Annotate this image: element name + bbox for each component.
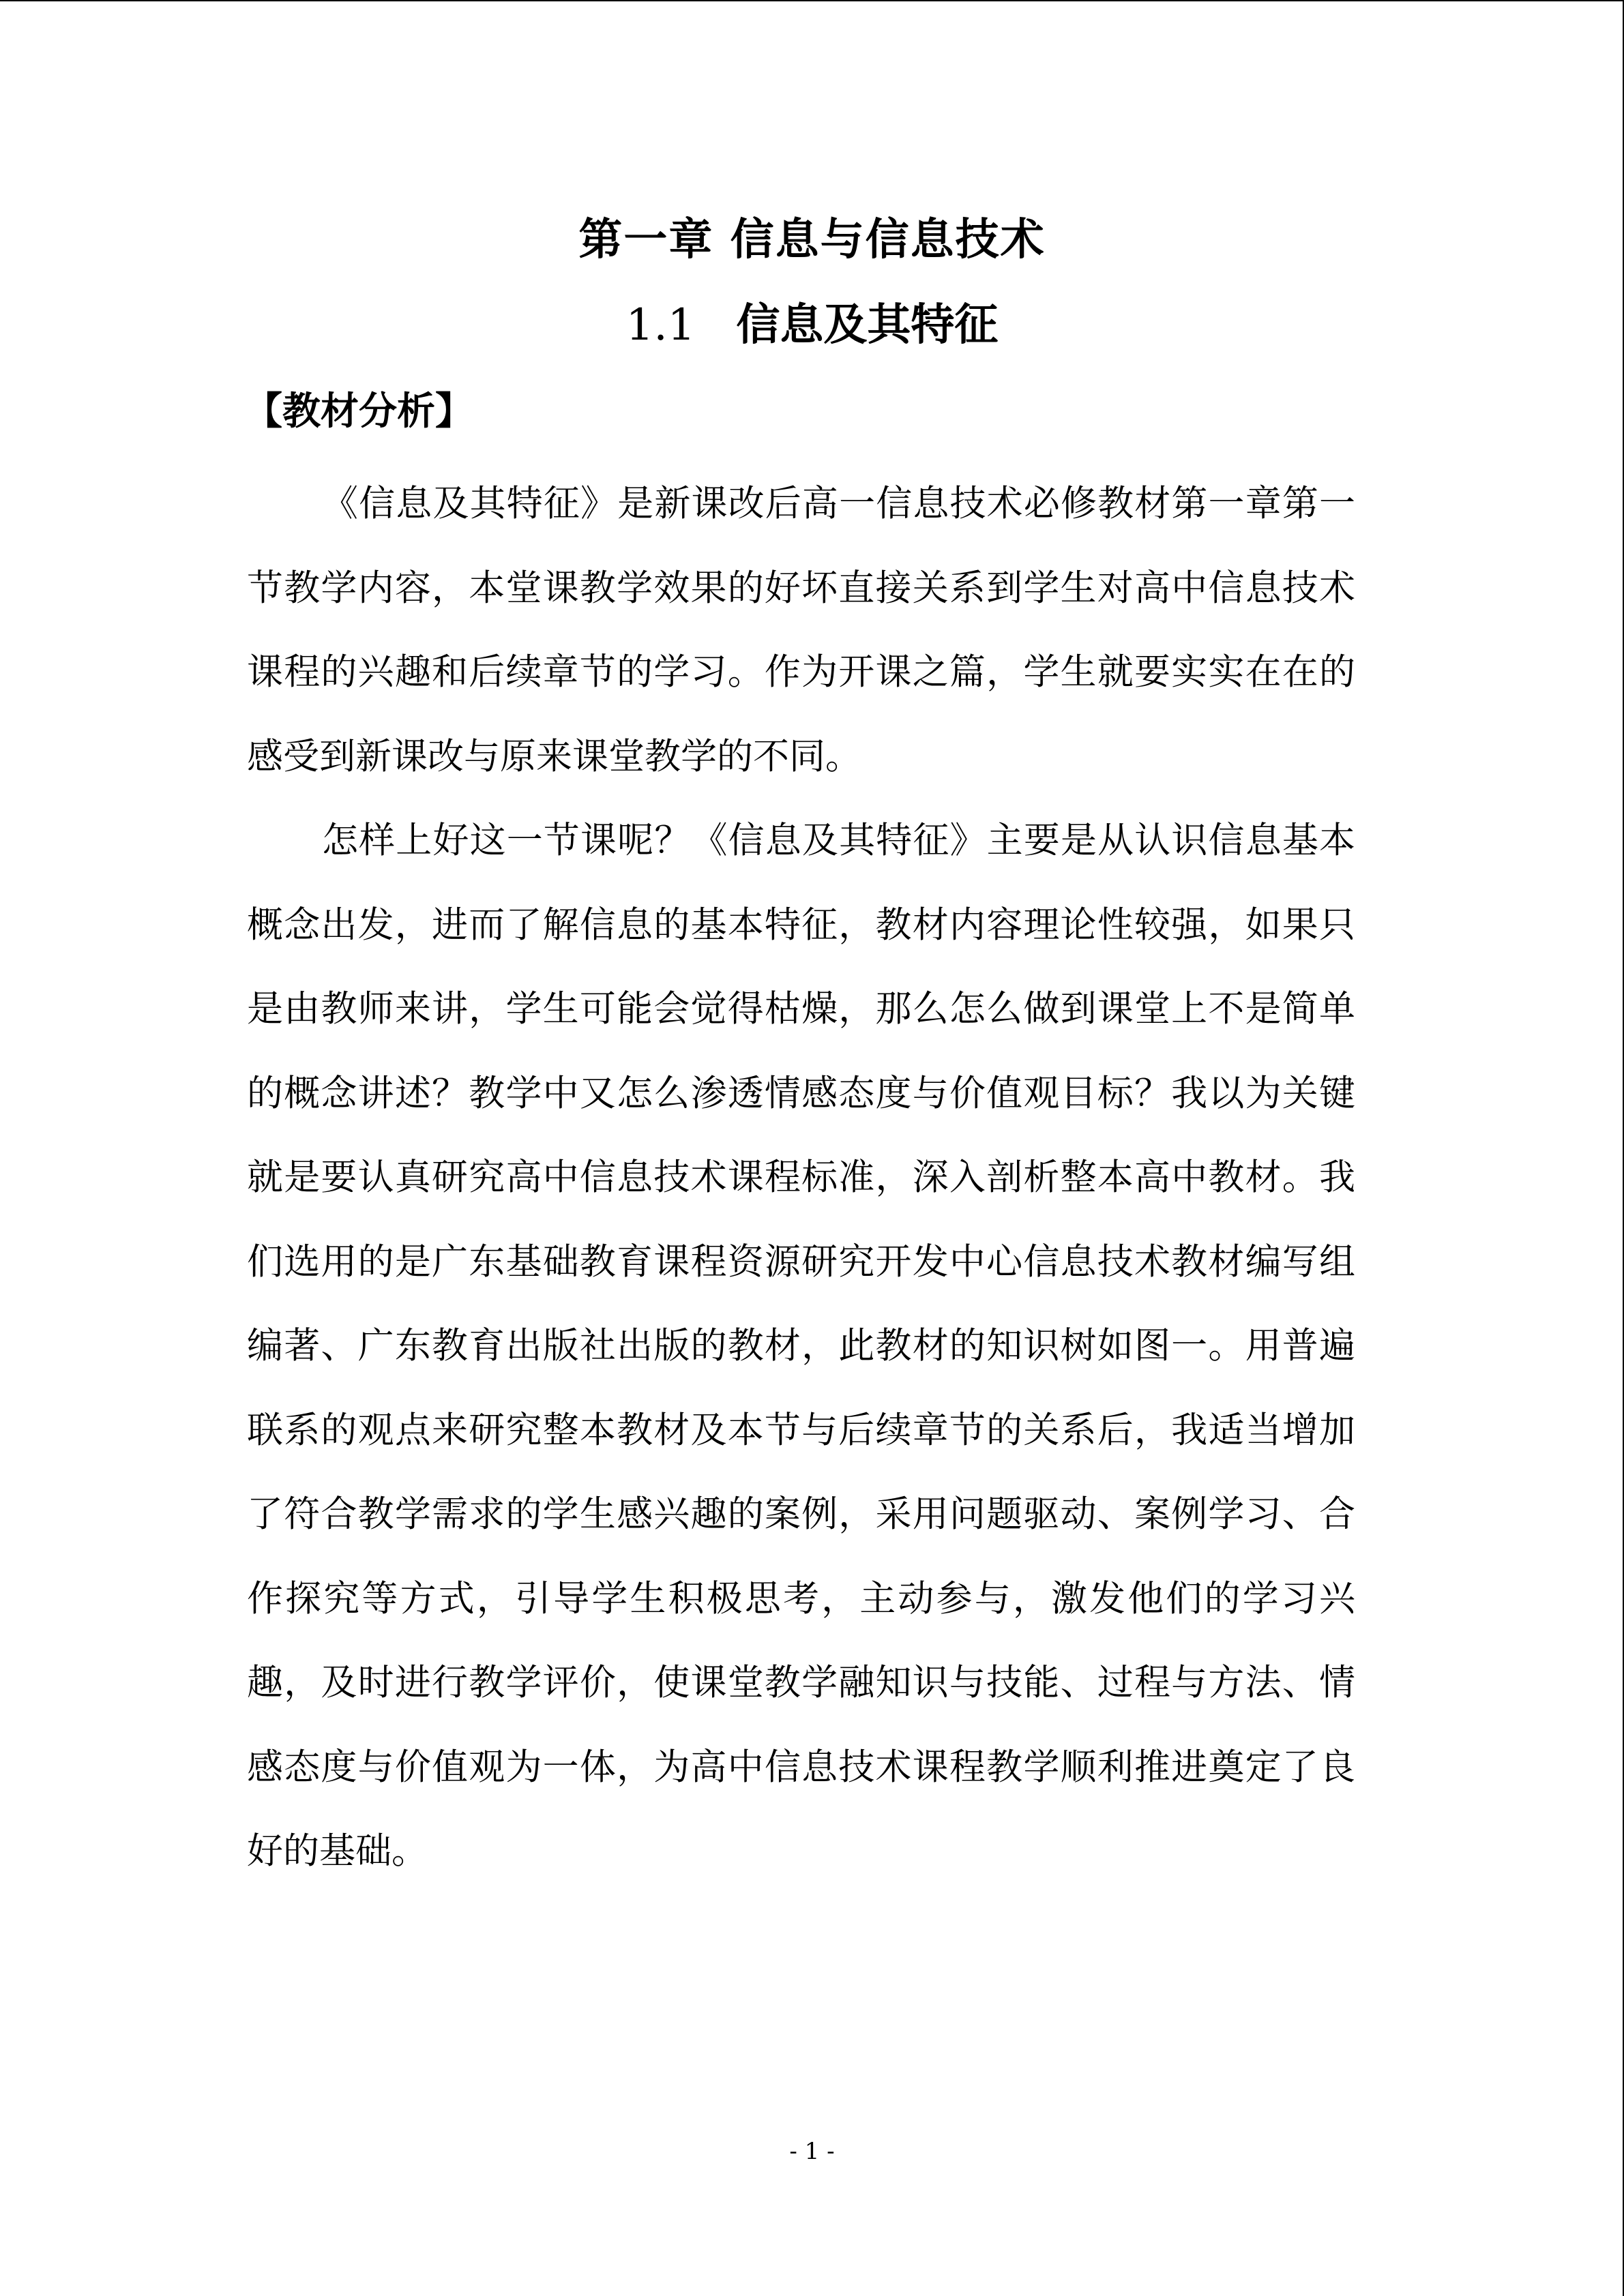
chapter-title: 第一章 信息与信息技术 [578,214,1046,265]
page-number: - 1 - [789,2138,835,2165]
material-analysis-heading: 【教材分析】 [244,389,473,434]
body-text [247,462,1355,1894]
paragraph-1: 《信息及其特征》是新课改后高一信息技术必修教材第一章第一节教学内容，本堂课教学效果的好坏直接关系到学生对高中信息技术课程的兴趣和后续章节的学习。作为开课之篇，学生就要实实在在的感受到新课改与原来课堂教学的不同。 [247,483,1355,777]
section-title [0,295,1624,356]
paragraph-2: 怎样上好这一节课呢？《信息及其特征》主要是从认识信息基本概念出发，进而了解信息的基本特征，教材内容理论性较强，如果只是由教师来讲，学生可能会觉得枯燥，那么怎么做到课堂上不是简单的概念讲述？教学中又怎么渗透情感态度与价值观目标？我以为关键就是要认真研究高中信息技术课程标准，深入剖析整本高中教材。我们选用的是广东基础教育课程资源研究开发中心信息技术教材编写组编著、广东教育出版社出版的教材，此教材的知识树如图一。用普遍联系的观点来研究整本教材及本节与后续章节的关系后，我适当增加了符合教学需求的学生感兴趣的案例，采用问题驱动、案例学习、合作探究等方式，引导学生积极思考，主动参与，激发他们的学习兴趣，及时进行教学评价，使课堂教学融知识与技能、过程与方法、情感态度与价值观为一体，为高中信息技术课程教学顺利推进奠定了良好的基础。 [247,820,1355,1872]
section-name: 信息及其特征 [736,299,999,351]
section-number: 1.1 [625,300,696,351]
